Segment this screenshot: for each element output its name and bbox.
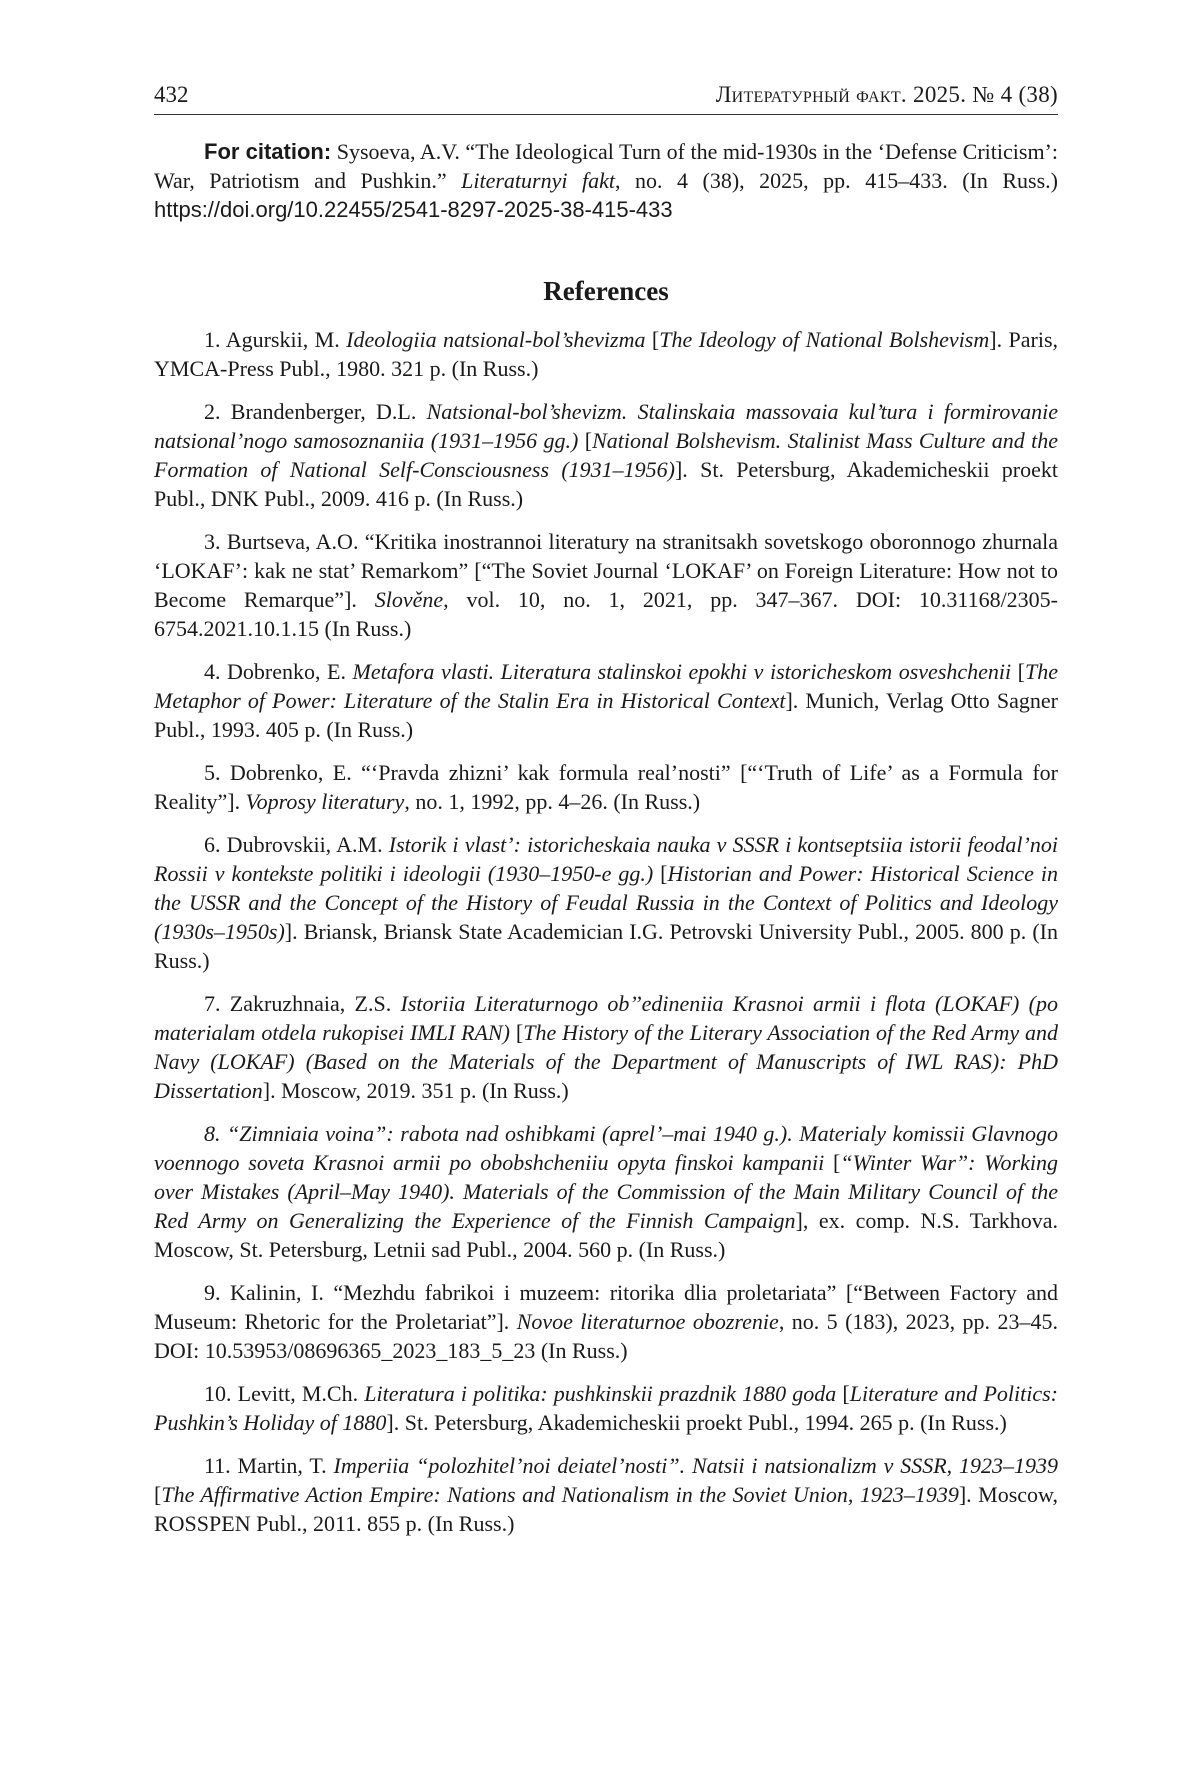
ref-text: 11. Martin, T. (204, 1453, 334, 1478)
reference-item (154, 325, 1058, 383)
ref-title-translation: The Ideology of National Bolshevism (659, 327, 990, 352)
ref-text: , vol. 10, no. 1, 2021, pp. 347–367. DOI: 10.31168/2305-6754.2021.10.1.15 (In Russ.) (154, 587, 1059, 641)
ref-text: [ (154, 1482, 162, 1507)
ref-text: 10. Levitt, M.Ch. (204, 1381, 365, 1406)
ref-text: ]. St. Petersburg, Akademicheskii proekt Publ., 1994. 265 p. (In Russ.) (386, 1410, 1007, 1435)
reference-item (154, 1451, 1058, 1538)
ref-title-translation: Literature and Politics: Pushkin’s Holiday of 1880 (154, 1381, 1058, 1435)
ref-text: 5. Dobrenko, E. “‘Pravda zhizni’ kak formula real’nosti” [“‘Truth of Life’ as a Formula for Reality”]. (154, 760, 1058, 814)
ref-text: [ (645, 327, 660, 352)
ref-text: [ (824, 1150, 841, 1175)
ref-text: 1. Agurskii, M. (204, 327, 347, 352)
citation-block (154, 137, 1058, 224)
reference-item (154, 989, 1058, 1105)
ref-text: ]. Moscow, 2019. 351 p. (In Russ.) (262, 1078, 569, 1103)
reference-item (154, 1119, 1058, 1264)
ref-title-translation: National Bolshevism. Stalinist Mass Culture and the Formation of National Self-Consciousness (1931–1956) (154, 428, 1058, 482)
citation-label: For citation: (204, 139, 332, 164)
ref-title: Istorik i vlast’: istoricheskaia nauka v SSSR i kontseptsiia istorii feodal’noi Rossii v kontekste politiki i ideologii (1930–1950-e gg.) (154, 832, 1058, 886)
reference-item (154, 527, 1058, 643)
citation-doi-link[interactable]: https://doi.org/10.22455/2541-8297-2025-38-415-433 (154, 197, 673, 222)
ref-text: , no. 1, 1992, pp. 4–26. (In Russ.) (404, 789, 701, 814)
ref-title: Slověne (374, 587, 444, 612)
ref-title: Metafora vlasti. Literatura stalinskoi epokhi v istoricheskom osveshchenii (352, 659, 1012, 684)
ref-text: 3. Burtseva, A.O. “Kritika inostrannoi literatury na stranitsakh sovetskogo oboronnogo zhurnala ‘LOKAF’: kak ne stat’ Remarkom” [“The Soviet Journal ‘LOKAF’ on Foreign Literature: How not to Become Remarque”]. (154, 529, 1058, 612)
running-head (154, 82, 1058, 115)
ref-text: [ (578, 428, 593, 453)
ref-title: Literatura i politika: pushkinskii prazdnik 1880 goda (364, 1381, 837, 1406)
references-list (154, 325, 1058, 1538)
page-number: 432 (154, 82, 189, 107)
citation-journal: Literaturnyi fakt (461, 168, 615, 193)
ref-title: Istoriia Literaturnogo ob’’edineniia Krasnoi armii i flota (LOKAF) (po materialam otdela rukopisei IMLI RAN) (154, 991, 1058, 1045)
ref-text: 9. Kalinin, I. “Mezhdu fabrikoi i muzeem: ritorika dlia proletariata” [“Between Factory and Museum: Rhetoric for the Proletariat”]. (154, 1280, 1058, 1334)
journal-title: Литературный факт. 2025. № 4 (38) (715, 82, 1058, 107)
ref-text: 2. Brandenberger, D.L. (204, 399, 427, 424)
ref-text: [ (1011, 659, 1026, 684)
ref-title: 8. “Zimniaia voina”: rabota nad oshibkami (aprel’–mai 1940 g.). Materialy komissii Glavnogo voennogo soveta Krasnoi armii po obobshcheniiu opyta finskoi kampanii (154, 1121, 1058, 1175)
ref-title-translation: The History of the Literary Association of the Red Army and Navy (LOKAF) (Based on the Materials of the Department of Manuscripts of IWL RAS): PhD Dissertation (154, 1020, 1058, 1103)
ref-title: Voprosy literatury (245, 789, 405, 814)
ref-title-translation: The Affirmative Action Empire: Nations and Nationalism in the Soviet Union, 1923–1939 (161, 1482, 959, 1507)
ref-title: Novoe literaturnoe obozrenie (516, 1309, 779, 1334)
ref-title-translation: The Metaphor of Power: Literature of the Stalin Era in Historical Context (154, 659, 1059, 713)
ref-title: Ideologiia natsional-bol’shevizma (346, 327, 646, 352)
ref-text: 6. Dubrovskii, A.M. (204, 832, 389, 857)
ref-text: ]. Briansk, Briansk State Academician I.G. Petrovski University Publ., 2005. 800 p. (In Russ.) (154, 919, 1058, 973)
citation-text-2: , no. 4 (38), 2025, pp. 415–433. (In Russ.) (614, 168, 1058, 193)
ref-text: 4. Dobrenko, E. (204, 659, 353, 684)
ref-title-translation: Historian and Power: Historical Science in the USSR and the Concept of the History of Feudal Russia in the Context of Politics and Ideology (1930s–1950s) (154, 861, 1059, 944)
ref-title-translation: “Winter War”: Working over Mistakes (April–May 1940). Materials of the Commission of the Main Military Council of the Red Army on Generalizing the Experience of the Finnish Campaign (154, 1150, 1058, 1233)
ref-text: ]. St. Petersburg, Akademicheskii proekt Publ., DNK Publ., 2009. 416 p. (In Russ.) (154, 457, 1058, 511)
ref-title: Imperiia “polozhitel’noi deiatel’nosti”. Natsii i natsionalizm v SSSR, 1923–1939 (333, 1453, 1059, 1478)
ref-text: ]. Paris, YMCA-Press Publ., 1980. 321 p. (In Russ.) (154, 327, 1059, 381)
ref-text: 7. Zakruzhnaia, Z.S. (204, 991, 401, 1016)
ref-text: [ (836, 1381, 850, 1406)
ref-text: ], ex. comp. N.S. Tarkhova. Moscow, St. Petersburg, Letnii sad Publ., 2004. 560 p. (In Russ.) (154, 1208, 1058, 1262)
reference-item (154, 657, 1058, 744)
ref-text: ]. Moscow, ROSSPEN Publ., 2011. 855 p. (In Russ.) (154, 1482, 1058, 1536)
ref-text: ]. Munich, Verlag Otto Sagner Publ., 1993. 405 p. (In Russ.) (154, 688, 1058, 742)
page-body (154, 82, 1058, 1552)
ref-text: [ (653, 861, 668, 886)
reference-item (154, 1278, 1058, 1365)
ref-text: [ (509, 1020, 524, 1045)
reference-item (154, 1379, 1058, 1437)
references-heading: References (543, 276, 669, 306)
reference-item (154, 830, 1058, 975)
citation-text: Sysoeva, A.V. “The Ideological Turn of the mid-1930s in the ‘Defense Criticism’: War, Patriotism and Pushkin.” (154, 139, 1058, 193)
ref-title: Natsional-bol’shevizm. Stalinskaia massovaia kul’tura i formirovanie natsional’nogo samosoznaniia (1931–1956 gg.) (154, 399, 1058, 453)
reference-item (154, 397, 1058, 513)
ref-text: , no. 5 (183), 2023, pp. 23–45. DOI: 10.53953/08696365_2023_183_5_23 (In Russ.) (154, 1309, 1058, 1363)
reference-item (154, 758, 1058, 816)
